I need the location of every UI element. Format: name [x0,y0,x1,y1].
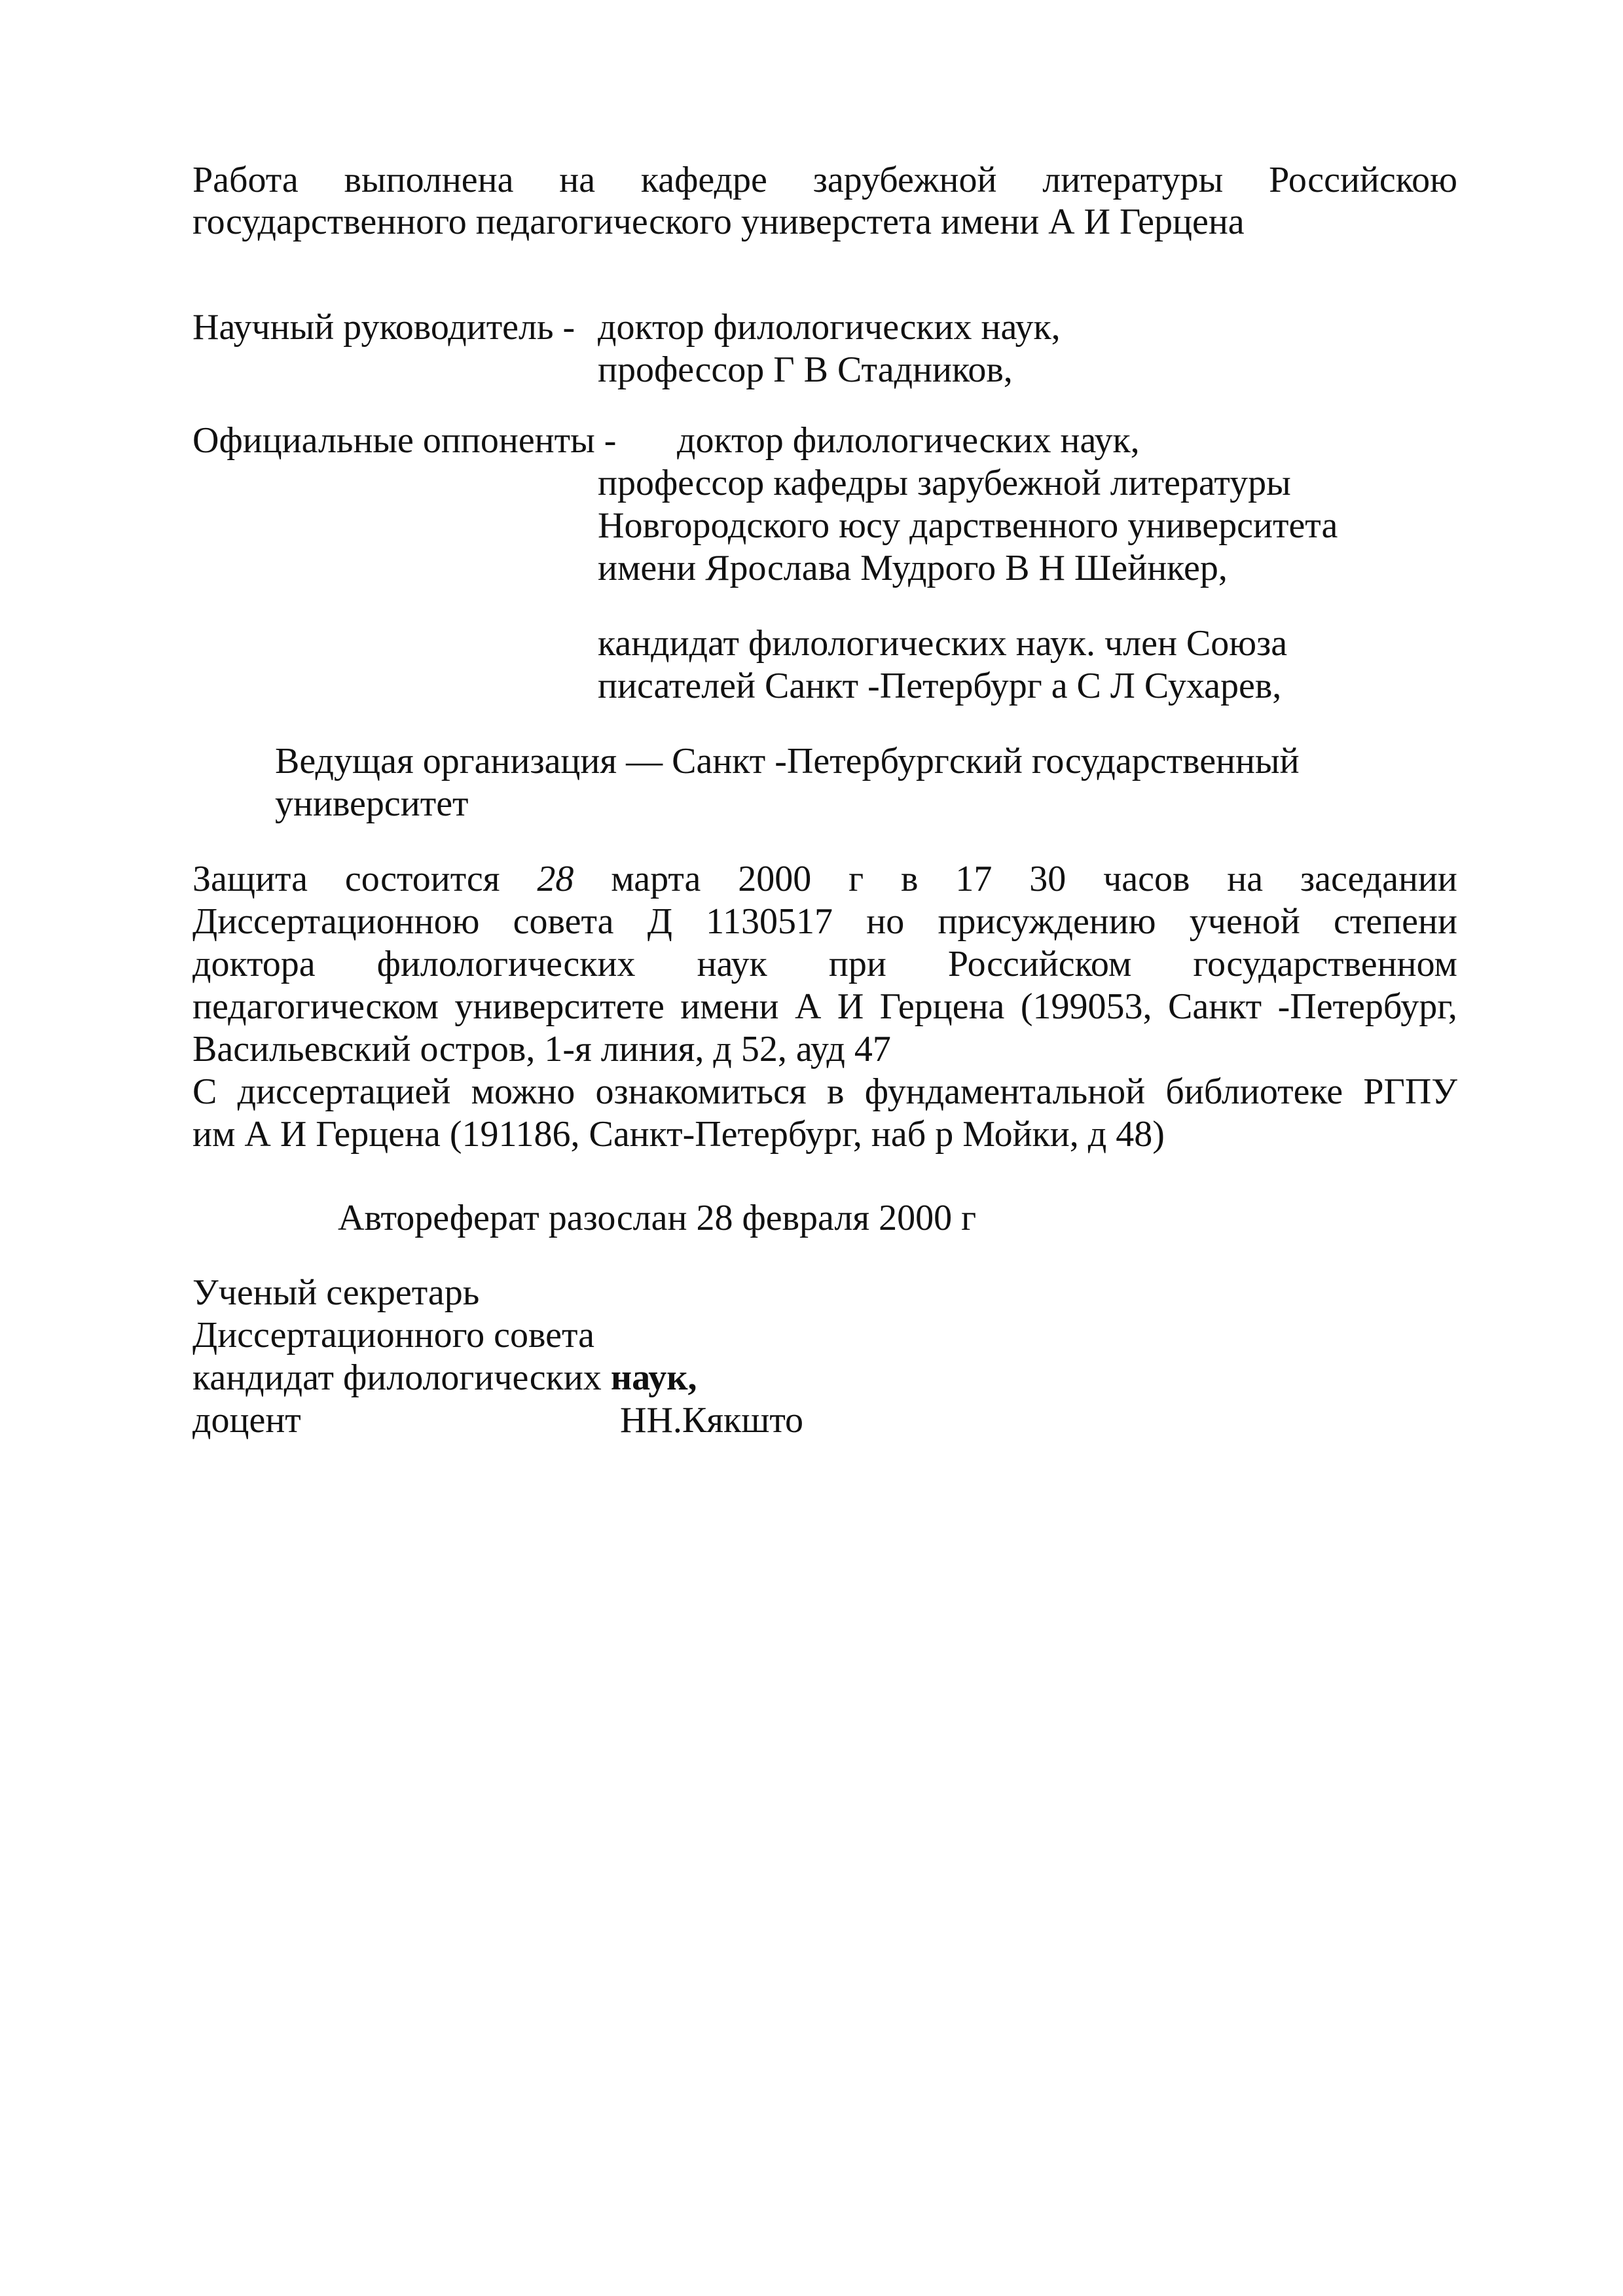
leading-org-line-2: университет [275,783,469,824]
word: -Петербург, [1277,986,1457,1027]
word: государственном [1193,944,1457,984]
word: на [559,160,596,200]
word: фундаментальной [864,1071,1146,1112]
word: диссертацией [237,1071,451,1112]
word: зарубежной [812,160,997,200]
word: но [866,901,905,942]
opponents-label: Официальные оппоненты - [192,420,617,461]
word: Герцена [879,986,1005,1027]
word: можно [471,1071,575,1112]
supervisor-label: Научный руководитель - [192,307,575,348]
opponent-2-line-2: писателей Санкт -Петербург а С Л Сухарев, [598,666,1282,706]
word: марта [611,859,701,899]
word: 1130517 [706,901,833,942]
mailing-date: Автореферат разослан 28 февраля 2000 г [338,1198,977,1238]
word: Д [647,901,672,942]
word: г [848,859,864,899]
opponent-1-line-2: профессор кафедры зарубежной литературы [598,463,1291,503]
word: И [837,986,864,1027]
secretary-degree-text: кандидат филологических [192,1357,602,1398]
word: филологических [376,944,636,984]
defense-line-6 [192,1070,1457,1113]
word: РГПУ [1363,1071,1457,1112]
secretary-title: доцент [192,1400,301,1441]
word: в [827,1071,845,1112]
opponent-1-line-1: доктор филологических наук, [677,420,1140,461]
intro-line-2: государственного педагогического универстета имени А И Герцена [192,202,1245,242]
word: при [828,944,886,984]
word: 17 [955,859,993,899]
word: Защита [192,859,308,899]
secretary-line-1: Ученый секретарь [192,1272,480,1313]
word: Российскою [1269,160,1457,200]
opponent-1-line-4: имени Ярослава Мудрого В Н Шейнкер, [598,548,1228,588]
opponent-1-line-3: Новгородского юсу дарственного университета [598,505,1338,546]
word: литературы [1042,160,1224,200]
secretary-name: НН.Кякшто [620,1400,804,1441]
word: С [192,1071,217,1112]
word: библиотеке [1165,1071,1343,1112]
secretary-line-3 [192,1356,697,1399]
word: заседании [1300,859,1457,899]
word: имени [680,986,779,1027]
word: на [1227,859,1264,899]
word: 30 [1029,859,1067,899]
word: часов [1103,859,1190,899]
defense-line-2 [192,900,1457,943]
defense-line-7: им А И Герцена (191186, Санкт-Петербург, наб р Мойки, д 48) [192,1114,1165,1155]
word: (199053, [1020,986,1152,1027]
word: Диссертационною [192,901,480,942]
secretary-degree-bold: наук, [610,1357,697,1398]
word: педагогическом [192,986,439,1027]
word-date-day: 28 [537,859,574,899]
word: доктора [192,944,316,984]
secretary-line-2: Диссертационного совета [192,1315,594,1355]
word: А [794,986,822,1027]
defense-line-3 [192,942,1457,986]
word: в [901,859,919,899]
defense-line-5: Васильевский остров, 1-я линия, д 52, ауд 47 [192,1029,891,1069]
word: Российском [947,944,1132,984]
word: степени [1333,901,1457,942]
word: совета [513,901,614,942]
defense-line-1 [192,857,1457,901]
word: выполнена [344,160,514,200]
word: наук [697,944,767,984]
word: присуждению [938,901,1156,942]
word: Санкт [1168,986,1262,1027]
supervisor-line-2: профессор Г В Стадников, [598,350,1013,390]
intro-line-1 [192,158,1457,202]
word: ознакомиться [595,1071,807,1112]
word: ученой [1189,901,1300,942]
opponent-2-line-1: кандидат филологических наук. член Союза [598,623,1288,664]
word: 2000 [738,859,812,899]
leading-org-line-1: Ведущая организация — Санкт -Петербургский государственный [275,741,1300,781]
word: Работа [192,160,299,200]
supervisor-line-1: доктор филологических наук, [598,307,1061,348]
word: кафедре [640,160,767,200]
word: университете [454,986,665,1027]
defense-line-4 [192,985,1457,1028]
word: состоится [344,859,500,899]
